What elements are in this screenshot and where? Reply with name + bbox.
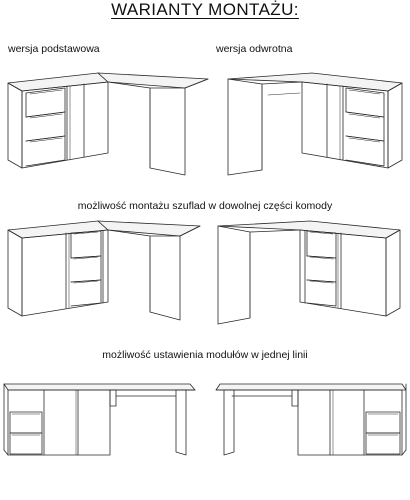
caption-drawers-any-side: możliwość montażu szuflad w dowolnej części komody	[77, 200, 333, 212]
drawing-single-line-left	[4, 384, 195, 455]
page-title: WARIANTY MONTAŻU:	[111, 0, 299, 19]
caption-basic-version: wersja podstawowa	[8, 43, 100, 55]
caption-reverse-version: wersja odwrotna	[216, 43, 293, 55]
drawing-drawers-middle-left	[8, 221, 200, 320]
drawing-drawers-middle-right	[218, 221, 400, 324]
drawing-reverse-version	[228, 73, 402, 175]
drawing-basic-version	[8, 73, 208, 175]
drawing-single-line-right	[216, 384, 406, 455]
caption-single-line: możliwość ustawienia modułów w jednej linii	[102, 349, 308, 361]
